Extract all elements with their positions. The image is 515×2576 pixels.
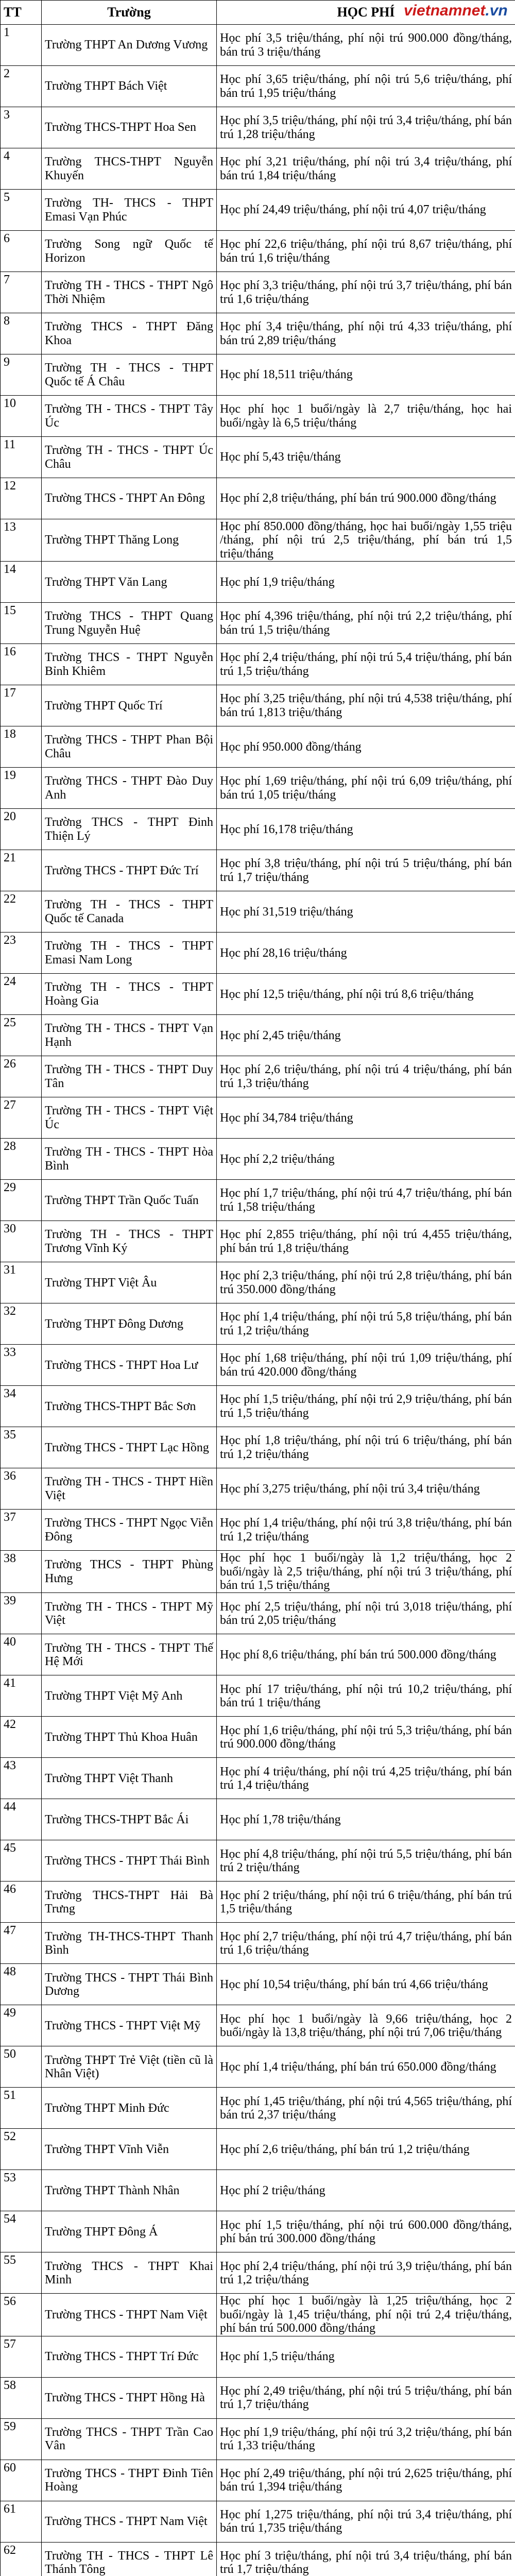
tuition-fee: Học phí 1,5 triệu/tháng, phí nội trú 600.000 đồng/tháng, phí bán trú 300.000 đồng/tháng bbox=[217, 2211, 515, 2252]
row-number: 34 bbox=[1, 1386, 42, 1427]
school-name: Trường THCS - THPT Thái Bình Dương bbox=[42, 1964, 217, 2005]
row-number: 23 bbox=[1, 933, 42, 974]
row-number: 58 bbox=[1, 2377, 42, 2418]
row-number: 7 bbox=[1, 272, 42, 313]
table-row bbox=[1, 519, 515, 562]
tuition-fee: Học phí 1,4 triệu/tháng, phí nội trú 5,8 triệu/tháng, phí bán trú 1,2 triệu/tháng bbox=[217, 1303, 515, 1345]
tuition-fee: Học phí 1,6 triệu/tháng, phí nội trú 5,3 triệu/tháng, phí bán trú 900.000 đồng/tháng bbox=[217, 1717, 515, 1758]
school-name: Trường THCS - THPT Nam Việt bbox=[42, 2501, 217, 2542]
logo-brand: vietnamnet bbox=[404, 2, 486, 19]
tuition-fee: Học phí 2,3 triệu/tháng, phí nội trú 2,8 triệu/tháng, phí bán trú 350.000 đồng/tháng bbox=[217, 1262, 515, 1303]
table-row bbox=[1, 2046, 515, 2088]
school-name: Trường TH - THCS - THPT Mỹ Việt bbox=[42, 1593, 217, 1634]
school-name: Trường THCS - THPT Phan Bội Châu bbox=[42, 726, 217, 768]
tuition-fee: Học phí 8,6 triệu/tháng, phí bán trú 500.000 đồng/tháng bbox=[217, 1634, 515, 1675]
tuition-fee: Học phí 3 triệu/tháng, phí nội trú 3,4 triệu/tháng, phí bán trú 1,7 triệu/tháng bbox=[217, 2542, 515, 2576]
tuition-fee: Học phí 17 triệu/tháng, phí nội trú 10,2 triệu/tháng, phí bán trú 1 triệu/tháng bbox=[217, 1675, 515, 1717]
school-name: Trường THCS - THPT Đức Trí bbox=[42, 850, 217, 891]
school-name: Trường TH - THCS - THPT Hiền Việt bbox=[42, 1468, 217, 1510]
table-row bbox=[1, 478, 515, 519]
table-row bbox=[1, 1386, 515, 1427]
table-body bbox=[1, 25, 515, 2576]
row-number: 17 bbox=[1, 685, 42, 726]
row-number: 27 bbox=[1, 1097, 42, 1139]
row-number: 24 bbox=[1, 974, 42, 1015]
school-name: Trường THCS-THPT Hải Bà Trưng bbox=[42, 1882, 217, 1923]
tuition-fee: Học phí 3,5 triệu/tháng, phí nội trú 900.000 đồng/tháng, bán trú 3 triệu/tháng bbox=[217, 25, 515, 66]
table-row bbox=[1, 1593, 515, 1634]
table-row bbox=[1, 1923, 515, 1964]
row-number: 18 bbox=[1, 726, 42, 768]
tuition-fee: Học phí 950.000 đồng/tháng bbox=[217, 726, 515, 768]
tuition-fee: Học phí 1,78 triệu/tháng bbox=[217, 1799, 515, 1840]
school-name: Trường THCS - THPT Thái Bình bbox=[42, 1840, 217, 1882]
logo-suffix: .vn bbox=[485, 2, 508, 19]
row-number: 38 bbox=[1, 1551, 42, 1593]
tuition-fee: Học phí 3,5 triệu/tháng, phí nội trú 3,4 triệu/tháng, phí bán trú 1,28 triệu/tháng bbox=[217, 107, 515, 148]
table-row bbox=[1, 272, 515, 313]
table-row bbox=[1, 1139, 515, 1180]
school-name: Trường THPT Trẻ Việt (tiền cũ là Nhân Việt) bbox=[42, 2046, 217, 2088]
row-number: 43 bbox=[1, 1758, 42, 1799]
tuition-fee: Học phí 10,54 triệu/tháng, phí bán trú 4,66 triệu/tháng bbox=[217, 1964, 515, 2005]
school-name: Trường THPT An Dương Vương bbox=[42, 25, 217, 66]
table-row bbox=[1, 850, 515, 891]
school-name: Trường Song ngữ Quốc tế Horizon bbox=[42, 231, 217, 272]
school-name: Trường THCS - THPT Trần Cao Vân bbox=[42, 2418, 217, 2460]
table-row bbox=[1, 1882, 515, 1923]
school-name: Trường THCS - THPT Trí Đức bbox=[42, 2336, 217, 2377]
tuition-fee: Học phí 3,65 triệu/tháng, phí nội trú 5,6 triệu/tháng, phí bán trú 1,95 triệu/tháng bbox=[217, 66, 515, 107]
table-row bbox=[1, 2129, 515, 2170]
table-row bbox=[1, 603, 515, 644]
row-number: 28 bbox=[1, 1139, 42, 1180]
table-row bbox=[1, 1634, 515, 1675]
header-school: Trường bbox=[42, 1, 217, 25]
school-name: Trường THPT Quốc Trí bbox=[42, 685, 217, 726]
tuition-fee: Học phí 3,25 triệu/tháng, phí nội trú 4,538 triệu/tháng, phí bán trú 1,813 triệu/tháng bbox=[217, 685, 515, 726]
tuition-fee: Học phí 1,8 triệu/tháng, phí nội trú 6 triệu/tháng, phí bán trú 1,2 triệu/tháng bbox=[217, 1427, 515, 1468]
school-name: Trường THCS - THPT An Đông bbox=[42, 478, 217, 519]
table-row bbox=[1, 2377, 515, 2418]
tuition-fee: Học phí 2 triệu/tháng, phí nội trú 6 triệu/tháng, phí bán trú 1,5 triệu/tháng bbox=[217, 1882, 515, 1923]
row-number: 15 bbox=[1, 603, 42, 644]
table-row bbox=[1, 2170, 515, 2211]
vietnamnet-logo bbox=[402, 1, 510, 21]
school-name: Trường THPT Minh Đức bbox=[42, 2088, 217, 2129]
row-number: 60 bbox=[1, 2460, 42, 2501]
table-row bbox=[1, 1097, 515, 1139]
tuition-fee: Học phí học 1 buổi/ngày là 1,2 triệu/tháng, học 2 buổi/ngày là 2,5 triệu/tháng, phí nội trú 3 triệu/tháng, phí bán trú 1,5 triệu/tháng bbox=[217, 1551, 515, 1593]
row-number: 59 bbox=[1, 2418, 42, 2460]
tuition-fee: Học phí 2,49 triệu/tháng, phí nội trú 2,625 triệu/tháng, phí bán trú 1,394 triệu/tháng bbox=[217, 2460, 515, 2501]
row-number: 14 bbox=[1, 562, 42, 603]
school-name: Trường TH - THCS - THPT Vạn Hạnh bbox=[42, 1015, 217, 1056]
tuition-fee: Học phí học 1 buổi/ngày là 2,7 triệu/tháng, học hai buổi/ngày là 6,5 triệu/tháng bbox=[217, 396, 515, 437]
school-name: Trường THPT Văn Lang bbox=[42, 562, 217, 603]
row-number: 62 bbox=[1, 2542, 42, 2576]
row-number: 9 bbox=[1, 354, 42, 396]
row-number: 53 bbox=[1, 2170, 42, 2211]
row-number: 44 bbox=[1, 1799, 42, 1840]
tuition-fee: Học phí 1,7 triệu/tháng, phí nội trú 4,7 triệu/tháng, phí bán trú 1,58 triệu/tháng bbox=[217, 1180, 515, 1221]
row-number: 50 bbox=[1, 2046, 42, 2088]
row-number: 31 bbox=[1, 1262, 42, 1303]
school-name: Trường THCS - THPT Phùng Hưng bbox=[42, 1551, 217, 1593]
tuition-fee: Học phí 3,3 triệu/tháng, phí nội trú 3,7 triệu/tháng, phí bán trú 1,6 triệu/tháng bbox=[217, 272, 515, 313]
row-number: 4 bbox=[1, 148, 42, 190]
school-name: Trường THPT Thủ Khoa Huân bbox=[42, 1717, 217, 1758]
tuition-fee: Học phí 3,8 triệu/tháng, phí nội trú 5 triệu/tháng, phí bán trú 1,7 triệu/tháng bbox=[217, 850, 515, 891]
tuition-fee: Học phí 2,6 triệu/tháng, phí nội trú 4 triệu/tháng, phí bán trú 1,3 triệu/tháng bbox=[217, 1056, 515, 1097]
school-name: Trường TH - THCS - THPT Thế Hệ Mới bbox=[42, 1634, 217, 1675]
school-name: Trường TH - THCS - THPT Tây Úc bbox=[42, 396, 217, 437]
row-number: 35 bbox=[1, 1427, 42, 1468]
table-row bbox=[1, 354, 515, 396]
school-name: Trường THCS - THPT Ngọc Viễn Đông bbox=[42, 1510, 217, 1551]
row-number: 51 bbox=[1, 2088, 42, 2129]
table-row bbox=[1, 562, 515, 603]
row-number: 47 bbox=[1, 1923, 42, 1964]
row-number: 21 bbox=[1, 850, 42, 891]
tuition-fee: Học phí 16,178 triệu/tháng bbox=[217, 809, 515, 850]
row-number: 55 bbox=[1, 2252, 42, 2294]
table-row bbox=[1, 974, 515, 1015]
table-row bbox=[1, 2501, 515, 2542]
school-name: Trường TH - THCS - THPT Úc Châu bbox=[42, 437, 217, 478]
row-number: 20 bbox=[1, 809, 42, 850]
row-number: 41 bbox=[1, 1675, 42, 1717]
tuition-fee: Học phí 1,9 triệu/tháng bbox=[217, 562, 515, 603]
header-fee: HỌC PHÍ bbox=[217, 1, 515, 25]
tuition-fee: Học phí 5,43 triệu/tháng bbox=[217, 437, 515, 478]
table-row bbox=[1, 1180, 515, 1221]
tuition-fee: Học phí 3,21 triệu/tháng, phí nội trú 3,4 triệu/tháng, phí bán trú 1,84 triệu/tháng bbox=[217, 148, 515, 190]
row-number: 57 bbox=[1, 2336, 42, 2377]
table-row bbox=[1, 107, 515, 148]
school-name: Trường TH - THCS - THPT Duy Tân bbox=[42, 1056, 217, 1097]
row-number: 8 bbox=[1, 313, 42, 354]
table-row bbox=[1, 2088, 515, 2129]
row-number: 39 bbox=[1, 1593, 42, 1634]
tuition-fee: Học phí 1,45 triệu/tháng, phí nội trú 4,565 triệu/tháng, phí bán trú 2,37 triệu/tháng bbox=[217, 2088, 515, 2129]
table-row bbox=[1, 1056, 515, 1097]
school-name: Trường TH - THCS - THPT Lê Thánh Tông bbox=[42, 2542, 217, 2576]
school-name: Trường TH - THCS - THPT Hòa Bình bbox=[42, 1139, 217, 1180]
school-name: Trường TH - THCS - THPT Quốc tế Á Châu bbox=[42, 354, 217, 396]
table-row bbox=[1, 1262, 515, 1303]
tuition-fee: Học phí 2,855 triệu/tháng, phí nội trú 4,455 triệu/tháng, phí bán trú 1,8 triệu/tháng bbox=[217, 1221, 515, 1262]
school-name: Trường THPT Bách Việt bbox=[42, 66, 217, 107]
table-row bbox=[1, 66, 515, 107]
tuition-fee: Học phí 1,9 triệu/tháng, phí nội trú 3,2 triệu/tháng, phí bán trú 1,33 triệu/tháng bbox=[217, 2418, 515, 2460]
row-number: 52 bbox=[1, 2129, 42, 2170]
table-row bbox=[1, 437, 515, 478]
tuition-fee: Học phí 4,396 triệu/tháng, phí nội trú 2,2 triệu/tháng, phí bán trú 1,5 triệu/tháng bbox=[217, 603, 515, 644]
table-row bbox=[1, 2336, 515, 2377]
school-name: Trường THCS-THPT Nguyễn Khuyến bbox=[42, 148, 217, 190]
tuition-fee: Học phí 2,4 triệu/tháng, phí nội trú 3,9 triệu/tháng, phí bán trú 1,2 triệu/tháng bbox=[217, 2252, 515, 2294]
table-row bbox=[1, 2294, 515, 2336]
table-row bbox=[1, 768, 515, 809]
school-name: Trường THCS - THPT Khai Minh bbox=[42, 2252, 217, 2294]
row-number: 19 bbox=[1, 768, 42, 809]
row-number: 5 bbox=[1, 190, 42, 231]
table-row bbox=[1, 2252, 515, 2294]
row-number: 13 bbox=[1, 519, 42, 562]
tuition-fee: Học phí 1,5 triệu/tháng bbox=[217, 2336, 515, 2377]
school-name: Trường THCS - THPT Đinh Thiện Lý bbox=[42, 809, 217, 850]
tuition-fee: Học phí 18,511 triệu/tháng bbox=[217, 354, 515, 396]
tuition-fee: Học phí 28,16 triệu/tháng bbox=[217, 933, 515, 974]
tuition-fee: Học phí 2,49 triệu/tháng, phí nội trú 5 triệu/tháng, phí bán trú 1,7 triệu/tháng bbox=[217, 2377, 515, 2418]
school-name: Trường THCS - THPT Hồng Hà bbox=[42, 2377, 217, 2418]
school-name: Trường THCS - THPT Quang Trung Nguyễn Huệ bbox=[42, 603, 217, 644]
row-number: 46 bbox=[1, 1882, 42, 1923]
table-row bbox=[1, 148, 515, 190]
school-name: Trường TH - THCS - THPT Hoàng Gia bbox=[42, 974, 217, 1015]
tuition-fee: Học phí 12,5 triệu/tháng, phí nội trú 8,6 triệu/tháng bbox=[217, 974, 515, 1015]
school-name: Trường THCS - THPT Nam Việt bbox=[42, 2294, 217, 2336]
table-row bbox=[1, 891, 515, 933]
tuition-fee: Học phí 1,68 triệu/tháng, phí nội trú 1,09 triệu/tháng, phí bán trú 420.000 đồng/tháng bbox=[217, 1345, 515, 1386]
row-number: 12 bbox=[1, 478, 42, 519]
school-name: Trường THPT Đông Dương bbox=[42, 1303, 217, 1345]
table-row bbox=[1, 1221, 515, 1262]
school-name: Trường TH - THCS - THPT Trương Vĩnh Ký bbox=[42, 1221, 217, 1262]
table-row bbox=[1, 1799, 515, 1840]
table-row bbox=[1, 685, 515, 726]
school-name: Trường THPT Thăng Long bbox=[42, 519, 217, 562]
row-number: 22 bbox=[1, 891, 42, 933]
table-row bbox=[1, 2211, 515, 2252]
school-name: Trường THPT Việt Thanh bbox=[42, 1758, 217, 1799]
table-row bbox=[1, 2005, 515, 2046]
row-number: 48 bbox=[1, 1964, 42, 2005]
row-number: 42 bbox=[1, 1717, 42, 1758]
row-number: 11 bbox=[1, 437, 42, 478]
school-name: Trường THPT Việt Âu bbox=[42, 1262, 217, 1303]
row-number: 33 bbox=[1, 1345, 42, 1386]
school-name: Trường THCS - THPT Đào Duy Anh bbox=[42, 768, 217, 809]
tuition-fee: Học phí 850.000 đồng/tháng, học hai buổi/ngày 1,55 triệu /tháng, phí nội trú 2,5 triệu/tháng, phí bán trú 1,5 triệu/tháng bbox=[217, 519, 515, 562]
table-row bbox=[1, 644, 515, 685]
school-name: Trường THPT Việt Mỹ Anh bbox=[42, 1675, 217, 1717]
tuition-fee: Học phí 22,6 triệu/tháng, phí nội trú 8,67 triệu/tháng, phí bán trú 1,6 triệu/tháng bbox=[217, 231, 515, 272]
row-number: 3 bbox=[1, 107, 42, 148]
table-row bbox=[1, 25, 515, 66]
school-name: Trường TH- THCS - THPT Emasi Vạn Phúc bbox=[42, 190, 217, 231]
header-tt: TT bbox=[1, 1, 42, 25]
school-name: Trường TH-THCS-THPT Thanh Bình bbox=[42, 1923, 217, 1964]
school-name: Trường THCS-THPT Bắc Ái bbox=[42, 1799, 217, 1840]
tuition-fee: Học phí 2,6 triệu/tháng, phí bán trú 1,2 triệu/tháng bbox=[217, 2129, 515, 2170]
table-row bbox=[1, 809, 515, 850]
table-row bbox=[1, 231, 515, 272]
tuition-fee: Học phí 4,8 triệu/tháng, phí nội trú 5,5 triệu/tháng, phí bán trú 2 triệu/tháng bbox=[217, 1840, 515, 1882]
tuition-fee: Học phí 2,8 triệu/tháng, phí bán trú 900.000 đồng/tháng bbox=[217, 478, 515, 519]
row-number: 29 bbox=[1, 1180, 42, 1221]
table-row bbox=[1, 1551, 515, 1593]
table-row bbox=[1, 1468, 515, 1510]
tuition-fee: Học phí 3,4 triệu/tháng, phí nội trú 4,33 triệu/tháng, phí bán trú 2,89 triệu/tháng bbox=[217, 313, 515, 354]
tuition-fee: Học phí 2,4 triệu/tháng, phí nội trú 5,4 triệu/tháng, phí bán trú 1,5 triệu/tháng bbox=[217, 644, 515, 685]
table-row bbox=[1, 1717, 515, 1758]
row-number: 61 bbox=[1, 2501, 42, 2542]
table-row bbox=[1, 1840, 515, 1882]
tuition-fee: Học phí học 1 buổi/ngày là 1,25 triệu/tháng, học 2 buổi/ngày là 1,45 triệu/tháng, phí nội trú 2,4 triệu/tháng, phí bán trú 500.000 đồng/tháng bbox=[217, 2294, 515, 2336]
table-row bbox=[1, 1758, 515, 1799]
school-name: Trường TH - THCS - THPT Emasi Nam Long bbox=[42, 933, 217, 974]
school-name: Trường THCS - THPT Đinh Tiên Hoàng bbox=[42, 2460, 217, 2501]
school-name: Trường TH - THCS - THPT Ngô Thời Nhiệm bbox=[42, 272, 217, 313]
school-name: Trường THCS-THPT Hoa Sen bbox=[42, 107, 217, 148]
tuition-fee: Học phí 34,784 triệu/tháng bbox=[217, 1097, 515, 1139]
table-row bbox=[1, 313, 515, 354]
tuition-fee: Học phí 2,45 triệu/tháng bbox=[217, 1015, 515, 1056]
tuition-fee: Học phí 2,5 triệu/tháng, phí nội trú 3,018 triệu/tháng, phí bán trú 2,05 triệu/tháng bbox=[217, 1593, 515, 1634]
table-row bbox=[1, 1303, 515, 1345]
row-number: 54 bbox=[1, 2211, 42, 2252]
tuition-fee: Học phí 2,2 triệu/tháng bbox=[217, 1139, 515, 1180]
tuition-fee: Học phí 2 triệu/tháng bbox=[217, 2170, 515, 2211]
tuition-fee: Học phí 31,519 triệu/tháng bbox=[217, 891, 515, 933]
table-row bbox=[1, 2542, 515, 2576]
table-row bbox=[1, 2460, 515, 2501]
row-number: 32 bbox=[1, 1303, 42, 1345]
row-number: 16 bbox=[1, 644, 42, 685]
row-number: 45 bbox=[1, 1840, 42, 1882]
table-row bbox=[1, 726, 515, 768]
school-name: Trường THCS - THPT Hoa Lư bbox=[42, 1345, 217, 1386]
school-name: Trường TH - THCS - THPT Quốc tế Canada bbox=[42, 891, 217, 933]
tuition-fee: Học phí 1,4 triệu/tháng, phí bán trú 650.000 đồng/tháng bbox=[217, 2046, 515, 2088]
table-row bbox=[1, 2418, 515, 2460]
tuition-fee: Học phí 1,69 triệu/tháng, phí nội trú 6,09 triệu/tháng, phí bán trú 1,05 triệu/tháng bbox=[217, 768, 515, 809]
row-number: 25 bbox=[1, 1015, 42, 1056]
table-row bbox=[1, 1675, 515, 1717]
school-name: Trường THCS-THPT Bắc Sơn bbox=[42, 1386, 217, 1427]
school-name: Trường THPT Thành Nhân bbox=[42, 2170, 217, 2211]
school-name: Trường THPT Đông Á bbox=[42, 2211, 217, 2252]
table-row bbox=[1, 933, 515, 974]
row-number: 37 bbox=[1, 1510, 42, 1551]
row-number: 36 bbox=[1, 1468, 42, 1510]
tuition-fee: Học phí 3,275 triệu/tháng, phí nội trú 3,4 triệu/tháng bbox=[217, 1468, 515, 1510]
tuition-fee: Học phí 1,275 triệu/tháng, phí nội trú 3,4 triệu/tháng, phí bán trú 1,735 triệu/tháng bbox=[217, 2501, 515, 2542]
tuition-fee: Học phí 4 triệu/tháng, phí nội trú 4,25 triệu/tháng, phí bán trú 1,4 triệu/tháng bbox=[217, 1758, 515, 1799]
school-name: Trường THCS - THPT Nguyễn Bỉnh Khiêm bbox=[42, 644, 217, 685]
table-row bbox=[1, 1510, 515, 1551]
table-row bbox=[1, 1015, 515, 1056]
school-name: Trường THCS - THPT Đăng Khoa bbox=[42, 313, 217, 354]
school-name: Trường THPT Vĩnh Viễn bbox=[42, 2129, 217, 2170]
school-name: Trường THPT Trần Quốc Tuấn bbox=[42, 1180, 217, 1221]
tuition-fee: Học phí 2,7 triệu/tháng, phí nội trú 4,7 triệu/tháng, phí bán trú 1,6 triệu/tháng bbox=[217, 1923, 515, 1964]
tuition-fee: Học phí học 1 buổi/ngày là 9,66 triệu/tháng, học 2 buổi/ngày là 13,8 triệu/tháng, phí nội trú 7,06 triệu/tháng bbox=[217, 2005, 515, 2046]
tuition-fee: Học phí 24,49 triệu/tháng, phí nội trú 4,07 triệu/tháng bbox=[217, 190, 515, 231]
tuition-fee: Học phí 1,4 triệu/tháng, phí nội trú 3,8 triệu/tháng, phí bán trú 1,2 triệu/tháng bbox=[217, 1510, 515, 1551]
table-row bbox=[1, 1427, 515, 1468]
school-name: Trường TH - THCS - THPT Việt Úc bbox=[42, 1097, 217, 1139]
row-number: 56 bbox=[1, 2294, 42, 2336]
table-row bbox=[1, 396, 515, 437]
school-name: Trường THCS - THPT Việt Mỹ bbox=[42, 2005, 217, 2046]
row-number: 2 bbox=[1, 66, 42, 107]
table-row bbox=[1, 190, 515, 231]
tuition-fee: Học phí 1,5 triệu/tháng, phí nội trú 2,9 triệu/tháng, phí bán trú 1,5 triệu/tháng bbox=[217, 1386, 515, 1427]
table-row bbox=[1, 1345, 515, 1386]
row-number: 1 bbox=[1, 25, 42, 66]
school-name: Trường THCS - THPT Lạc Hồng bbox=[42, 1427, 217, 1468]
row-number: 6 bbox=[1, 231, 42, 272]
row-number: 10 bbox=[1, 396, 42, 437]
row-number: 30 bbox=[1, 1221, 42, 1262]
row-number: 49 bbox=[1, 2005, 42, 2046]
row-number: 26 bbox=[1, 1056, 42, 1097]
table-row bbox=[1, 1964, 515, 2005]
row-number: 40 bbox=[1, 1634, 42, 1675]
